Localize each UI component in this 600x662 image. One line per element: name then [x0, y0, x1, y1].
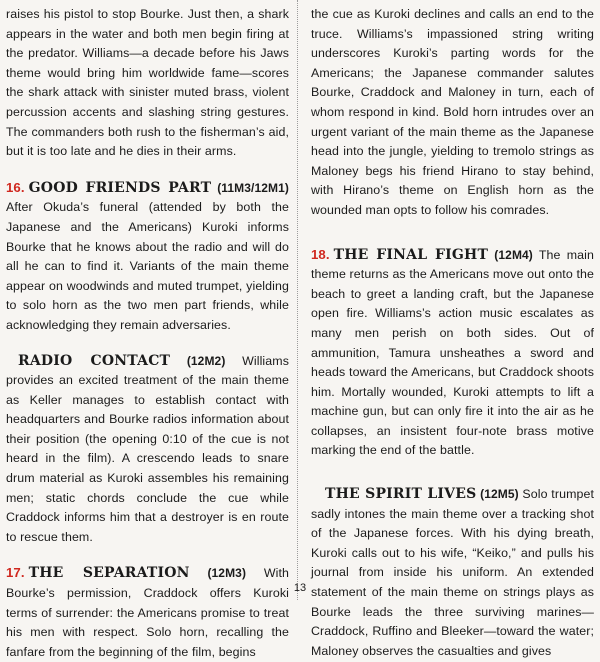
page-number: 13: [293, 582, 307, 594]
section-title: THE FINAL FIGHT: [333, 246, 489, 263]
section-text: Williams provides an excited treatment of the main theme as Keller manages to establish contact with headquarters and Bourke radios information about their position (the opening 0:10 of the cue is not heard in the film). A crescendo leads to snare drum material as Kuroki assembles his remaining men; static chords conclude the cue while Craddock informs him that a destroyer is en route to rescue them.: [6, 353, 289, 544]
section-title: GOOD FRIENDS PART: [28, 179, 212, 196]
section-title: RADIO CONTACT: [18, 352, 171, 369]
section-text: After Okuda’s funeral (attended by both the Japanese and the Americans) Kuroki informs Bourke that he knows about the radio and will do all he can to find it. Variants of the main theme appear on woodwinds and muted trumpet, yielding to solo horn as the two men part friends, while acknowledging they remain adversaries.: [6, 200, 289, 332]
section-text: With Bourke’s permission, Craddock offers Kuroki terms of surrender: the Americans promise to treat his men with respect. Solo horn, recalling the fanfare from the beginning of the film, begins: [6, 566, 289, 659]
column-divider: [297, 0, 298, 600]
section-number: 17.: [6, 565, 25, 581]
section-number: 16.: [6, 179, 25, 195]
section-radio-contact: [6, 352, 289, 548]
right-column: [311, 5, 594, 661]
section-spirit-lives: [311, 485, 594, 661]
section-text: The main theme returns as the Americans move out onto the beach to greet a landing craft, but the Japanese open fire. Williams’s action music escalates as many men perish on both sides. Out of ammunition, Tamura unsheathes a sword and heads toward the Americans, but Craddock shoots him. Mortally wounded, Kuroki attempts to lift a machine gun, but can only fire it into the air as he collapses, an insistent four-note brass motive marking the end of the battle.: [311, 247, 594, 458]
cue-code: (12M2): [186, 353, 226, 368]
cue-code: (12M3): [207, 566, 247, 581]
cue-code: (11M3/12M1): [217, 180, 290, 195]
section-text: Solo trumpet sadly intones the main theme over a tracking shot of the Japanese forces. With his dying breath, Kuroki calls out to his wife, “Keiko,” and pulls his journal from inside his uniform. An extended statement of the main theme on strings plays as Bourke leads the three surviving marines—Craddock, Ruffino and Bleeker—toward the water; Maloney observes the casualties and gives: [311, 487, 595, 658]
left-column: [6, 5, 289, 662]
section-17: [6, 563, 289, 662]
cue-code: (12M5): [480, 487, 519, 502]
section-title: THE SEPARATION: [28, 565, 190, 582]
intro-paragraph: the cue as Kuroki declines and calls an end to the truce. Williams’s impassioned string writing underscores Kuroki’s parting words for the Americans; the Japanese commander salutes Bourke, Craddock and Maloney in turn, each of whom respond in kind. Bold horn intrudes over an urgent variant of the main theme as the Japanese head into the jungle, yielding to tremolo strings as Maloney begs his friend Hirano to stay behind, with Hirano’s theme on English horn as the wounded man opts to follow his comrades.: [311, 7, 594, 217]
section-number: 18.: [311, 246, 330, 262]
section-18: [311, 245, 594, 462]
section-title: THE SPIRIT LIVES: [325, 486, 477, 503]
section-16: [6, 178, 289, 336]
intro-paragraph: raises his pistol to stop Bourke. Just then, a shark appears in the water and both men begin firing at the predator. Williams—a decade before his Jaws theme would bring him worldwide fame—scores the shark attack with sinister muted brass, violent percussion accents and slashing string gestures. The commanders both rush to the fisherman’s aid, but it is too late and he dies in their arms.: [6, 7, 289, 159]
cue-code: (12M4): [494, 247, 533, 262]
